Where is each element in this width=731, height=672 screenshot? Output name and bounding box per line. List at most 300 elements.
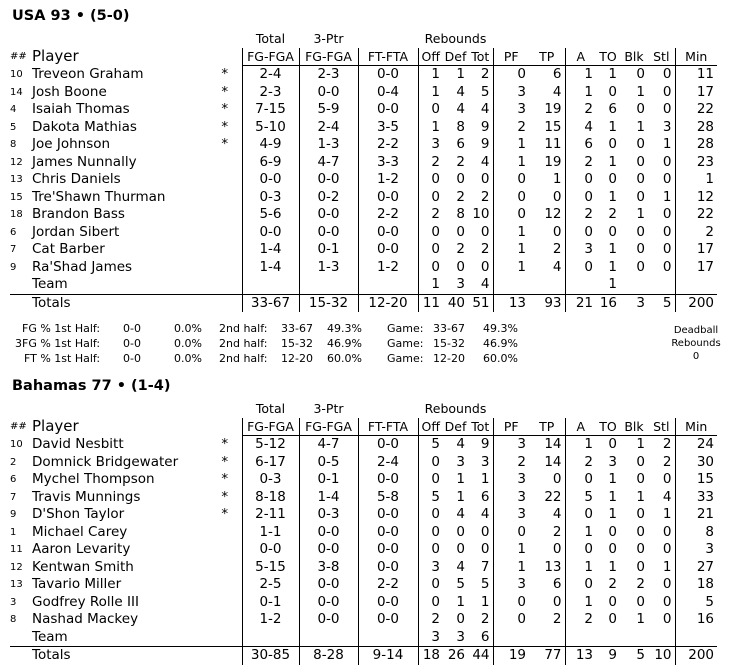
team-rebounds-row bbox=[10, 629, 717, 647]
team-header: Bahamas 77 • (1-4) bbox=[12, 378, 171, 394]
starter-marker bbox=[208, 171, 242, 189]
col-to-header: TO bbox=[596, 418, 620, 436]
col-group-total: Total bbox=[255, 401, 286, 416]
player-row bbox=[10, 101, 717, 119]
player-name: Cat Barber bbox=[32, 241, 105, 257]
player-row bbox=[10, 206, 717, 224]
cell-blk: 0 bbox=[636, 66, 646, 82]
total-stl: 10 bbox=[648, 647, 675, 665]
cell-a: 2 bbox=[565, 454, 596, 472]
col-tp-header: TP bbox=[529, 418, 565, 436]
player-name: James Nunnally bbox=[32, 153, 137, 170]
cell-blk: 1 bbox=[636, 83, 646, 100]
player-row bbox=[10, 84, 717, 102]
cell-tp: 0 bbox=[552, 223, 562, 240]
cell-min: 5 bbox=[675, 594, 717, 612]
col-number-header: ## bbox=[10, 421, 27, 432]
cell-off: 0 bbox=[418, 594, 443, 612]
cell-stl: 1 bbox=[662, 558, 672, 575]
cell-3p: 2-4 bbox=[299, 119, 358, 137]
starter-marker bbox=[208, 524, 242, 542]
player-name: Isaiah Thomas bbox=[32, 101, 130, 117]
cell-min: 1 bbox=[675, 171, 717, 189]
cell-min: 17 bbox=[675, 259, 717, 277]
cell-fg: 1-4 bbox=[242, 259, 299, 277]
cell-min: 28 bbox=[675, 136, 717, 154]
cell-a: 0 bbox=[565, 171, 596, 189]
cell-stl: 1 bbox=[662, 506, 672, 522]
column-group-header bbox=[10, 400, 717, 418]
totals-row bbox=[10, 647, 717, 665]
cell-off: 2 bbox=[418, 206, 443, 224]
starter-marker bbox=[208, 206, 242, 224]
cell-stl: 0 bbox=[662, 153, 672, 170]
totals-spacer bbox=[208, 647, 242, 665]
total-tp: 93 bbox=[529, 294, 565, 312]
cell-3p: 0-2 bbox=[299, 189, 358, 207]
player-row bbox=[10, 524, 717, 542]
cell-min: 11 bbox=[675, 66, 717, 84]
cell-def: 8 bbox=[456, 118, 465, 135]
cell-stl: 0 bbox=[662, 101, 672, 117]
cell-stl: 0 bbox=[662, 541, 672, 557]
cell-ft: 0-0 bbox=[358, 541, 418, 559]
player-row bbox=[10, 136, 717, 154]
col-player-header: Player bbox=[32, 417, 79, 435]
cell-tp: 14 bbox=[544, 436, 562, 452]
cell-blk: 1 bbox=[636, 206, 646, 222]
cell-pf: 3 bbox=[493, 436, 529, 454]
col-fg-header: FG-FGA bbox=[242, 48, 299, 66]
cell-fg: 6-9 bbox=[242, 154, 299, 172]
cell-pf: 3 bbox=[493, 471, 529, 489]
cell-def: 2 bbox=[456, 241, 465, 257]
jersey-number bbox=[10, 276, 30, 294]
pct-game: 33-67 bbox=[433, 322, 465, 335]
cell-min: 21 bbox=[675, 506, 717, 524]
cell-off: 0 bbox=[418, 189, 443, 207]
cell-pf: 3 bbox=[493, 84, 529, 102]
cell-3p: 0-1 bbox=[299, 241, 358, 259]
jersey-number: 8 bbox=[10, 139, 17, 150]
cell-pf bbox=[493, 629, 529, 647]
cell-off: 0 bbox=[418, 541, 443, 559]
cell-tp: 2 bbox=[552, 611, 562, 627]
col-blk-header: Blk bbox=[620, 48, 648, 66]
cell-tot: 2 bbox=[480, 241, 490, 257]
col-tot-header: Tot bbox=[468, 48, 493, 66]
cell-tp: 22 bbox=[544, 488, 562, 505]
jersey-number: 10 bbox=[10, 68, 23, 80]
cell-blk: 0 bbox=[636, 241, 646, 257]
cell-def: 1 bbox=[456, 593, 465, 610]
starter-marker bbox=[208, 276, 242, 294]
player-row bbox=[10, 171, 717, 189]
cell-3p: 0-0 bbox=[299, 594, 358, 612]
cell-3p: 5-9 bbox=[299, 101, 358, 119]
total-min: 200 bbox=[675, 647, 717, 665]
cell-to: 2 bbox=[608, 576, 618, 592]
jersey-number: 15 bbox=[10, 191, 23, 203]
pct-label: FG % 1st Half: bbox=[22, 322, 101, 335]
starter-marker: * bbox=[221, 101, 229, 117]
cell-stl: 1 bbox=[662, 136, 672, 152]
box-score-table bbox=[10, 400, 717, 665]
starter-marker: * bbox=[221, 435, 229, 452]
cell-off: 3 bbox=[418, 559, 443, 577]
player-row bbox=[10, 559, 717, 577]
cell-pf: 3 bbox=[493, 101, 529, 119]
cell-fg: 5-10 bbox=[242, 119, 299, 137]
cell-stl: 1 bbox=[662, 188, 672, 205]
cell-a: 0 bbox=[565, 259, 596, 277]
cell-blk bbox=[620, 276, 648, 294]
cell-fg: 2-11 bbox=[242, 506, 299, 524]
total-tp: 77 bbox=[529, 647, 565, 665]
player-name: Kentwan Smith bbox=[32, 558, 134, 575]
cell-tot: 4 bbox=[480, 153, 490, 170]
cell-tot: 1 bbox=[480, 471, 490, 487]
cell-blk: 0 bbox=[636, 506, 646, 522]
cell-off: 0 bbox=[418, 259, 443, 277]
column-header-row bbox=[10, 48, 717, 66]
cell-fg: 1-2 bbox=[242, 611, 299, 629]
cell-tot: 2 bbox=[480, 188, 490, 205]
cell-off: 5 bbox=[418, 489, 443, 507]
cell-off: 0 bbox=[418, 224, 443, 242]
total-to: 16 bbox=[596, 294, 620, 312]
starter-marker: * bbox=[221, 453, 229, 470]
cell-stl: 0 bbox=[662, 576, 672, 592]
cell-blk: 0 bbox=[636, 101, 646, 117]
cell-ft: 0-0 bbox=[358, 241, 418, 259]
cell-to: 2 bbox=[608, 206, 618, 222]
cell-fg: 4-9 bbox=[242, 136, 299, 154]
cell-3p: 0-0 bbox=[299, 541, 358, 559]
cell-ft bbox=[358, 629, 418, 647]
cell-a: 1 bbox=[565, 84, 596, 102]
cell-off: 0 bbox=[418, 241, 443, 259]
total-fg: 30-85 bbox=[242, 647, 299, 665]
pct-game-pct: 46.9% bbox=[483, 337, 518, 350]
header-rows bbox=[10, 30, 717, 66]
player-name: Josh Boone bbox=[32, 83, 107, 100]
pct-game: 12-20 bbox=[433, 352, 465, 365]
cell-blk bbox=[620, 629, 648, 647]
player-row bbox=[10, 611, 717, 629]
jersey-number: 5 bbox=[10, 121, 17, 133]
cell-pf: 0 bbox=[493, 66, 529, 84]
cell-tot: 4 bbox=[480, 276, 490, 292]
pct-half2-pct: 46.9% bbox=[327, 337, 362, 350]
cell-def: 8 bbox=[456, 206, 465, 222]
cell-min: 17 bbox=[675, 84, 717, 102]
jersey-number: 13 bbox=[10, 579, 23, 590]
total-min: 200 bbox=[675, 294, 717, 312]
pct-game-label: Game: bbox=[387, 337, 424, 350]
player-name: Dakota Mathias bbox=[32, 118, 137, 135]
player-row bbox=[10, 154, 717, 172]
cell-min: 23 bbox=[675, 154, 717, 172]
player-name: Aaron Levarity bbox=[32, 541, 131, 557]
cell-off: 5 bbox=[418, 436, 443, 454]
cell-a: 2 bbox=[565, 101, 596, 119]
cell-min: 18 bbox=[675, 576, 717, 594]
col-off-header: Off bbox=[418, 418, 443, 436]
cell-ft: 2-2 bbox=[358, 206, 418, 224]
player-row bbox=[10, 189, 717, 207]
player-name: Jordan Sibert bbox=[32, 223, 120, 240]
jersey-number: 9 bbox=[10, 261, 17, 273]
cell-ft: 5-8 bbox=[358, 489, 418, 507]
player-rows bbox=[10, 436, 717, 647]
cell-def: 5 bbox=[456, 576, 465, 592]
total-ft: 9-14 bbox=[358, 647, 418, 665]
cell-tot: 2 bbox=[480, 66, 490, 82]
cell-ft: 0-0 bbox=[358, 594, 418, 612]
jersey-number: 12 bbox=[10, 156, 23, 168]
cell-to bbox=[596, 629, 620, 647]
cell-tp: 4 bbox=[552, 258, 562, 275]
cell-tp: 1 bbox=[552, 171, 562, 187]
player-name: Team bbox=[32, 276, 68, 292]
col-a-header: A bbox=[565, 48, 596, 66]
cell-a: 0 bbox=[565, 576, 596, 594]
cell-fg bbox=[242, 629, 299, 647]
cell-def: 3 bbox=[456, 453, 465, 470]
player-row bbox=[10, 489, 717, 507]
cell-off: 1 bbox=[418, 276, 443, 294]
cell-ft: 0-4 bbox=[358, 84, 418, 102]
cell-blk: 1 bbox=[636, 436, 646, 452]
cell-fg: 2-3 bbox=[242, 84, 299, 102]
starter-marker: * bbox=[221, 506, 229, 522]
cell-ft: 1-2 bbox=[358, 171, 418, 189]
cell-off: 0 bbox=[418, 506, 443, 524]
col-pf-header: PF bbox=[493, 418, 529, 436]
cell-fg: 5-6 bbox=[242, 206, 299, 224]
cell-stl: 0 bbox=[662, 223, 672, 240]
column-group-header bbox=[10, 30, 717, 48]
total-tot: 44 bbox=[468, 647, 493, 665]
cell-to: 0 bbox=[608, 523, 618, 540]
totals-spacer bbox=[208, 294, 242, 312]
cell-off: 3 bbox=[418, 629, 443, 647]
cell-fg: 0-3 bbox=[242, 189, 299, 207]
pct-half2-pct: 49.3% bbox=[327, 322, 362, 335]
jersey-number: 4 bbox=[10, 104, 17, 115]
cell-to: 1 bbox=[608, 241, 618, 257]
player-name: Tavario Miller bbox=[32, 576, 122, 592]
jersey-number: 1 bbox=[10, 526, 17, 538]
col-a-header: A bbox=[565, 418, 596, 436]
col-group-rebounds: Rebounds bbox=[424, 401, 487, 416]
cell-min: 8 bbox=[675, 524, 717, 542]
cell-pf: 3 bbox=[493, 506, 529, 524]
cell-to: 1 bbox=[608, 153, 618, 170]
cell-a: 6 bbox=[565, 136, 596, 154]
cell-tp: 19 bbox=[544, 153, 562, 170]
starter-marker bbox=[208, 241, 242, 259]
cell-a: 1 bbox=[565, 524, 596, 542]
player-row bbox=[10, 436, 717, 454]
cell-tot: 4 bbox=[480, 101, 490, 117]
cell-a: 0 bbox=[565, 541, 596, 559]
cell-a: 5 bbox=[565, 489, 596, 507]
cell-blk: 0 bbox=[636, 171, 646, 187]
cell-stl: 0 bbox=[662, 206, 672, 222]
team-rebounds-row bbox=[10, 276, 717, 294]
cell-tot: 0 bbox=[480, 171, 490, 187]
cell-fg: 7-15 bbox=[242, 101, 299, 119]
cell-tot: 0 bbox=[480, 258, 490, 275]
col-tp-header: TP bbox=[529, 48, 565, 66]
pct-half2-pct: 60.0% bbox=[327, 352, 362, 365]
cell-blk: 1 bbox=[636, 118, 646, 135]
cell-stl bbox=[648, 276, 675, 294]
cell-ft: 0-0 bbox=[358, 506, 418, 524]
cell-stl: 0 bbox=[662, 241, 672, 257]
cell-def: 0 bbox=[456, 611, 465, 627]
pct-label: 3FG % 1st Half: bbox=[15, 337, 101, 350]
cell-tp: 6 bbox=[552, 576, 562, 592]
pct-half1-pct: 0.0% bbox=[174, 322, 202, 335]
cell-ft: 0-0 bbox=[358, 436, 418, 454]
cell-a: 1 bbox=[565, 436, 596, 454]
player-name: Treveon Graham bbox=[32, 65, 144, 82]
player-rows bbox=[10, 66, 717, 295]
starter-marker: * bbox=[221, 118, 229, 135]
starter-marker bbox=[208, 576, 242, 594]
player-name: Nashad Mackey bbox=[32, 611, 139, 627]
cell-3p: 0-0 bbox=[299, 611, 358, 629]
cell-def: 0 bbox=[456, 223, 465, 240]
player-name: Michael Carey bbox=[32, 523, 128, 540]
cell-def: 4 bbox=[456, 436, 465, 452]
totals-spacer bbox=[10, 294, 30, 312]
cell-def: 0 bbox=[456, 258, 465, 275]
3fg-percentage-line bbox=[0, 336, 560, 351]
player-row bbox=[10, 454, 717, 472]
cell-def: 4 bbox=[456, 506, 465, 522]
cell-tot: 5 bbox=[480, 83, 490, 100]
pct-label: FT % 1st Half: bbox=[24, 352, 101, 365]
cell-blk: 0 bbox=[636, 593, 646, 610]
col-off-header: Off bbox=[418, 48, 443, 66]
cell-tot: 5 bbox=[480, 576, 490, 592]
cell-to: 0 bbox=[608, 593, 618, 610]
cell-to: 1 bbox=[608, 188, 618, 205]
pct-game-label: Game: bbox=[387, 352, 424, 365]
col-def-header: Def bbox=[444, 418, 467, 434]
cell-blk: 0 bbox=[636, 541, 646, 557]
cell-off: 2 bbox=[418, 611, 443, 629]
col-fg-header: FG-FGA bbox=[242, 418, 299, 436]
box-score-table bbox=[10, 30, 717, 312]
col-3p-header: FG-FGA bbox=[299, 418, 358, 436]
cell-tot: 10 bbox=[472, 206, 490, 222]
player-name: Travis Munnings bbox=[32, 488, 141, 505]
cell-stl: 0 bbox=[662, 258, 672, 275]
pct-half2-label: 2nd half: bbox=[219, 337, 268, 350]
cell-tp: 12 bbox=[544, 206, 562, 222]
cell-tot: 0 bbox=[480, 523, 490, 540]
player-name: Chris Daniels bbox=[32, 171, 121, 187]
cell-pf: 0 bbox=[493, 171, 529, 189]
jersey-number: 13 bbox=[10, 174, 23, 185]
cell-to: 0 bbox=[608, 171, 618, 187]
cell-stl: 0 bbox=[662, 171, 672, 187]
cell-tot: 6 bbox=[480, 628, 490, 645]
cell-blk: 1 bbox=[636, 488, 646, 505]
cell-a: 0 bbox=[565, 471, 596, 489]
cell-tp: 6 bbox=[552, 66, 562, 82]
cell-3p: 1-4 bbox=[299, 489, 358, 507]
cell-off: 0 bbox=[418, 524, 443, 542]
cell-tot: 7 bbox=[480, 558, 490, 575]
total-blk: 3 bbox=[620, 294, 648, 312]
cell-fg: 2-4 bbox=[242, 66, 299, 84]
player-row bbox=[10, 241, 717, 259]
cell-fg: 0-0 bbox=[242, 541, 299, 559]
cell-fg: 0-0 bbox=[242, 224, 299, 242]
cell-pf: 1 bbox=[493, 559, 529, 577]
player-name: D'Shon Taylor bbox=[32, 506, 125, 522]
cell-pf bbox=[493, 276, 529, 294]
cell-a: 0 bbox=[565, 506, 596, 524]
cell-tp: 2 bbox=[552, 523, 562, 540]
cell-tot: 6 bbox=[480, 488, 490, 505]
pct-half2: 15-32 bbox=[281, 337, 313, 350]
cell-min bbox=[675, 629, 717, 647]
col-group-total: Total bbox=[255, 31, 286, 46]
cell-tp bbox=[529, 629, 565, 647]
cell-fg: 1-4 bbox=[242, 241, 299, 259]
cell-blk: 0 bbox=[636, 523, 646, 540]
cell-3p: 0-0 bbox=[299, 171, 358, 189]
cell-min: 2 bbox=[675, 224, 717, 242]
cell-blk: 0 bbox=[636, 453, 646, 470]
cell-def: 1 bbox=[456, 471, 465, 487]
col-tot-header: Tot bbox=[468, 418, 493, 436]
cell-pf: 1 bbox=[493, 259, 529, 277]
player-row bbox=[10, 119, 717, 137]
col-group-3ptr: 3-Ptr bbox=[313, 401, 344, 416]
starter-marker bbox=[208, 559, 242, 577]
player-name: Joe Johnson bbox=[32, 136, 111, 152]
deadball-label-line2: Rebounds bbox=[671, 338, 721, 349]
header-rows bbox=[10, 400, 717, 436]
cell-tp: 4 bbox=[552, 506, 562, 522]
jersey-number: 10 bbox=[10, 438, 23, 450]
cell-tp: 4 bbox=[552, 83, 562, 100]
col-to-header: TO bbox=[596, 48, 620, 66]
jersey-number: 3 bbox=[10, 596, 17, 608]
cell-fg: 0-1 bbox=[242, 594, 299, 612]
cell-ft: 0-0 bbox=[358, 224, 418, 242]
total-a: 21 bbox=[565, 294, 596, 312]
cell-pf: 1 bbox=[493, 136, 529, 154]
cell-stl: 2 bbox=[662, 453, 672, 470]
cell-ft: 0-0 bbox=[358, 524, 418, 542]
cell-def: 3 bbox=[456, 628, 465, 645]
cell-tot: 1 bbox=[480, 593, 490, 610]
cell-blk: 0 bbox=[636, 471, 646, 487]
cell-to: 1 bbox=[608, 471, 618, 487]
total-def: 40 bbox=[443, 294, 468, 312]
cell-tp: 15 bbox=[544, 118, 562, 135]
pct-half2-label: 2nd half: bbox=[219, 322, 268, 335]
